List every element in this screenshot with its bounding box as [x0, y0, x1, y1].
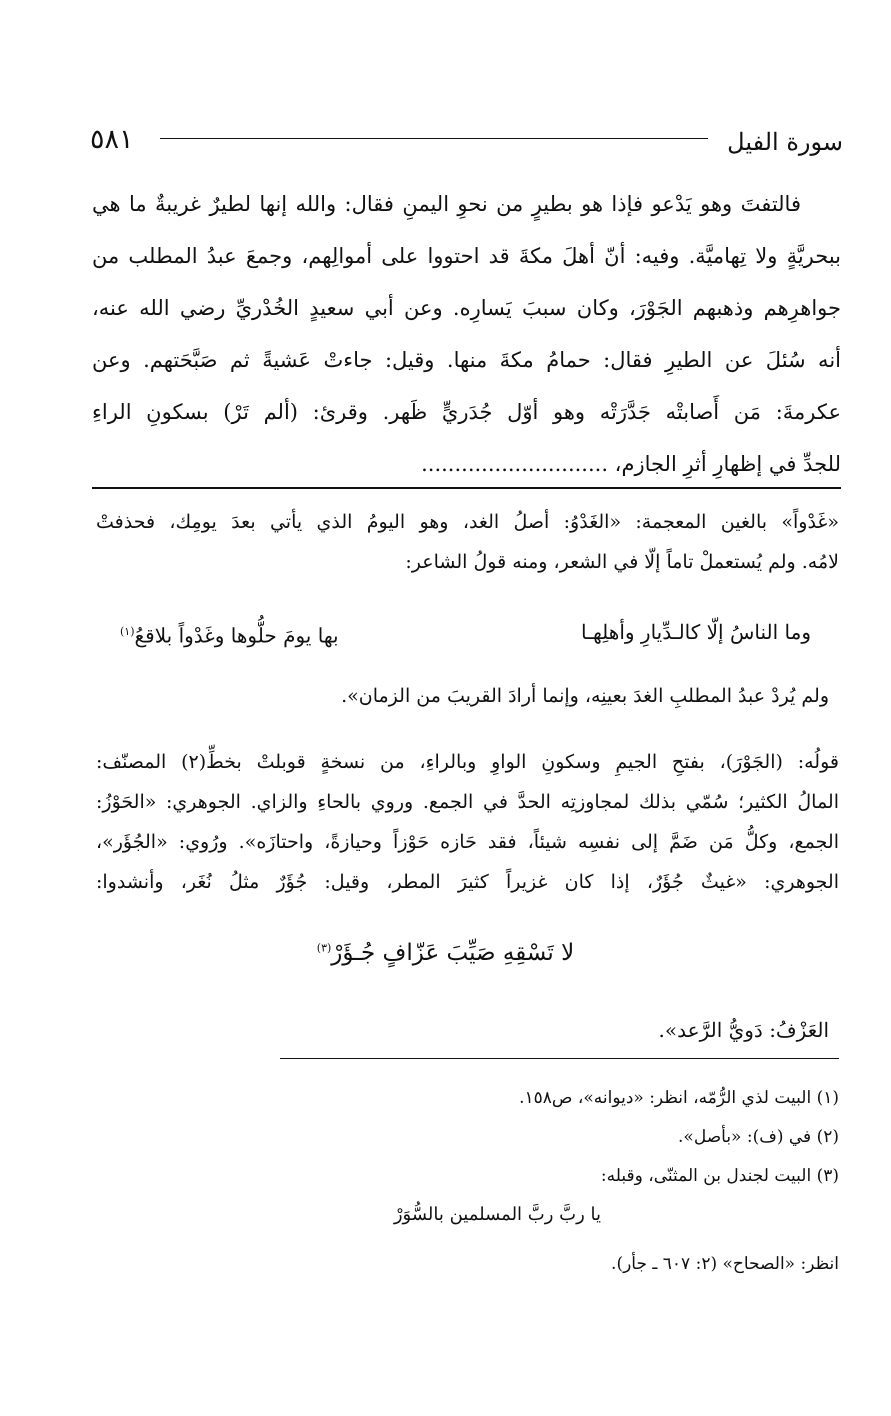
footnote-3-verse: يا ربَّ ربَّ المسلمين بالسُّوَرْ — [393, 1204, 601, 1225]
main-line: للجدِّ في إظهارِ أثرِ الجازم، ............................ — [421, 452, 841, 476]
surah-title: سورة الفيل — [727, 128, 843, 156]
footnote-1: (١) البيت لذي الرُّمّه، انظر: «ديوانه»، ص١٥٨. — [519, 1088, 839, 1108]
main-divider — [92, 487, 841, 489]
verse-1-first-hemistich: وما الناسُ إلّا كالـدِّيارِ وأهلِهـا — [581, 620, 811, 644]
commentary-line: ولم يُردْ عبدُ المطلبِ الغدَ بعينِه، وإنما أرادَ القريبَ من الزمان». — [341, 685, 829, 707]
footnote-ref-3: (٣) — [316, 941, 332, 955]
verse-1-second-hemistich — [120, 612, 339, 656]
footnote-rule — [280, 1058, 839, 1059]
verse-1 — [120, 612, 811, 652]
commentary-line: العَزْفُ: دَويُّ الرَّعد». — [658, 1018, 829, 1042]
commentary-line: لامُه. ولم يُستعملْ تاماً إلّا في الشعر، ومنه قولُ الشاعر: — [405, 551, 839, 573]
commentary-line: الجمع، وكلُّ مَن ضَمَّ إلى نفسِه شيئاً، فقد حَازه حَوْزاً وحيازةً، واحتازَه». ورُوي: «الجُؤَر»، — [96, 831, 839, 853]
commentary-line: المالُ الكثير؛ سُمّي بذلك لمجاوزتِه الحدَّ في الجمع. وروي بالحاءِ والزاي. الجوهري: «الحَوْزُ: — [96, 791, 839, 813]
main-line: عكرمةَ: مَن أَصابتْه جَدَّرَتْه وهو أوّل جُدَريٍّ ظَهر. وقرئ: (ألم تَرْ) بسكونِ الراءِ — [92, 400, 841, 424]
footnote-2: (٢) في (ف): «بأصل». — [678, 1127, 839, 1147]
header-rule — [160, 138, 708, 139]
commentary-para-4 — [96, 1010, 839, 1050]
verse-1-second-text: بها يومَ حلُّوها وغَدْواً بلاقعُ — [134, 623, 339, 648]
main-line: ببحريَّةٍ ولا تِهاميَّة. وفيه: أنّ أهلَ مكةَ قد احتووا على أموالِهم، وجمعَ عبدُ المطلب من — [92, 244, 841, 268]
commentary-line: قولُه: (الجَوْرَ)، بفتحِ الجيمِ وسكونِ الواوِ وبالراءِ، من نسخةٍ قوبلتْ بخطِّ(٢) المصنّف: — [96, 751, 839, 773]
main-line: جواهرِهم وذهبهم الجَوْرَ، وكان سببَ يَسارِه. وعن أبي سعيدٍ الخُدْريِّ رضي الله عنه، — [92, 296, 841, 320]
footnote-ref-1: (١) — [120, 625, 135, 638]
page-number: ٥٨١ — [90, 124, 134, 155]
footnote-3-reference: انظر: «الصحاح» (٢: ٦٠٧ ـ جأر). — [611, 1254, 839, 1274]
commentary-para-1 — [96, 502, 839, 582]
commentary-para-2 — [96, 676, 839, 716]
page-header — [90, 118, 843, 158]
main-line: فالتفتَ وهو يَدْعو فإذا هو بطيرٍ من نحوِ اليمنِ فقال: والله إنها لطيرٌ غريبةٌ ما هي — [92, 192, 801, 216]
commentary-para-3 — [96, 742, 839, 902]
verse-2 — [0, 940, 891, 966]
footnote-3: (٣) البيت لجندل بن المثنّى، وقبله: — [600, 1166, 839, 1186]
commentary-line: الجوهري: «غيثٌ جُؤَرٌ، إذا كان غزيراً كثيرَ المطر، وقيل: جُؤَرٌ مثلُ نُغَر، وأنشدوا: — [96, 871, 839, 893]
verse-2-text: لا تَسْقِهِ صَيِّبَ عَزّافٍ جُـؤَرْ — [331, 940, 575, 966]
commentary-line: «غَدْواً» بالغين المعجمة: «الغَدْوُ: أصلُ الغد، وهو اليومُ الذي يأتي بعدَ يومِك، فحذفتْ — [96, 511, 839, 533]
main-line: أنه سُئلَ عن الطيرِ فقال: حمامُ مكةَ منها. وقيل: جاءتْ عَشيةً ثم صَبَّحَتهم. وعن — [92, 348, 841, 372]
main-text — [92, 178, 841, 490]
